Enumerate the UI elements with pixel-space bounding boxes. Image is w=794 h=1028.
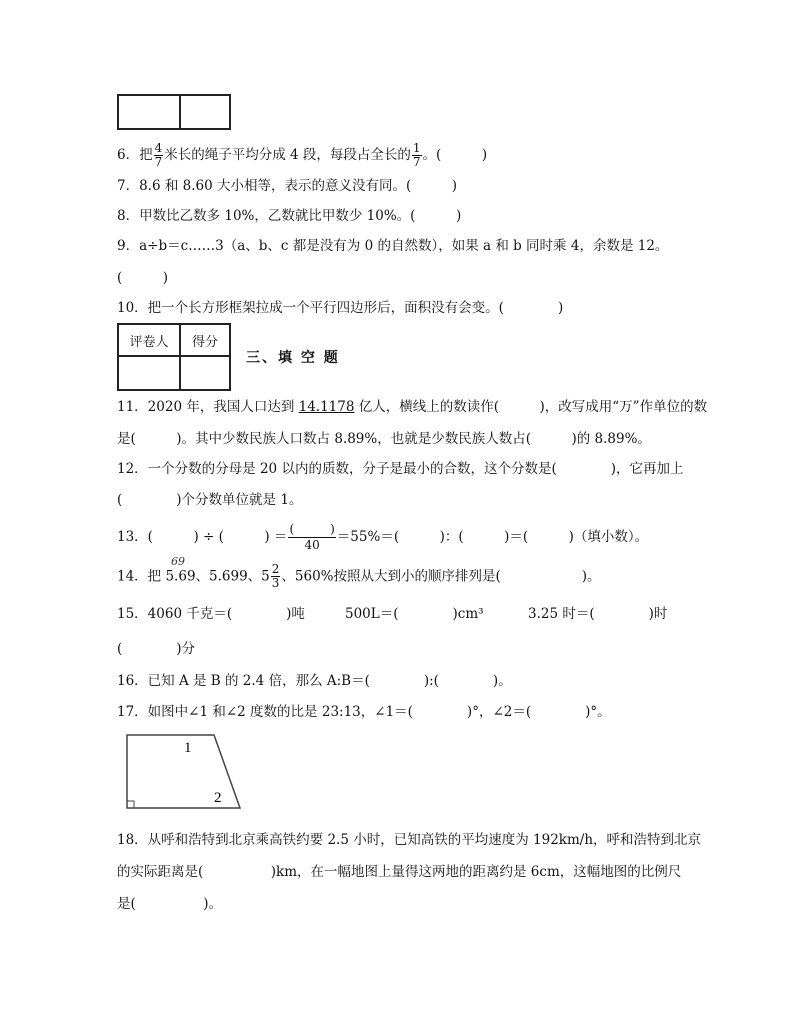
question-10: 10．把一个长方形框架拉成一个平行四边形后，面积没有会变。( ) xyxy=(117,300,564,316)
numerator: 4 xyxy=(154,141,163,155)
question-9-line1: 9．a÷b＝c……3（a、b、c 都是没有为 0 的自然数），如果 a 和 b 同时乘 4，余数是 12。 xyxy=(117,238,669,254)
question-6 xyxy=(117,142,487,169)
q6-text-b: 米长的绳子平均分成 4 段，每段占全长的 xyxy=(164,147,411,163)
question-9-line2: ( ) xyxy=(117,270,169,286)
q13-text-a: 13．( ) ÷ ( ) ＝ xyxy=(117,529,288,545)
q14-text-b: 、560%按照从大到小的顺序排列是( )。 xyxy=(281,568,601,585)
denominator: 3 xyxy=(271,576,280,590)
question-8: 8．甲数比乙数多 10%，乙数就比甲数少 10%。( ) xyxy=(117,208,462,224)
angle-1-label: 1 xyxy=(184,740,192,756)
reviewer-cell xyxy=(118,356,180,390)
answer-cell xyxy=(118,95,180,129)
score-label: 得分 xyxy=(180,324,230,356)
reviewer-label: 评卷人 xyxy=(118,324,180,356)
question-13 xyxy=(117,522,648,553)
q11-text-a: 11．2020 年，我国人口达到 xyxy=(117,399,299,415)
overlay-mark: 69 xyxy=(171,555,185,568)
question-15-line2: ( )分 xyxy=(117,641,196,657)
question-15-part2: 500L＝( )cm³ xyxy=(345,606,484,622)
question-18-line1: 18．从呼和浩特到北京乘高铁约要 2.5 小时，已知高铁的平均速度为 192km/h，呼和浩特到北京 xyxy=(117,832,702,848)
q14-text-a: 14．把 5.69、5.699、5 xyxy=(117,568,270,585)
underlined-number: 14.1178 xyxy=(298,399,355,415)
numerator: 2 xyxy=(271,562,280,576)
trapezoid-figure xyxy=(122,730,252,820)
question-11-line2: 是( )。其中少数民族人口数占 8.89%，也就是少数民族人数占( )的 8.89%。 xyxy=(117,431,651,447)
score-cell xyxy=(180,356,230,390)
answer-cell xyxy=(180,95,230,129)
question-18-line3: 是( )。 xyxy=(117,896,223,912)
numerator: 1 xyxy=(412,141,421,155)
section-heading: 三、填 空 题 xyxy=(246,350,340,366)
fraction xyxy=(288,522,335,553)
question-17: 17．如图中∠1 和∠2 度数的比是 23:13，∠1＝( )°，∠2＝( )°。 xyxy=(117,704,611,720)
q13-text-b: ＝55%＝( )：( )＝( )（填小数）。 xyxy=(336,529,649,545)
question-12-line2: ( )个分数单位就是 1。 xyxy=(117,492,303,508)
question-18-line2: 的实际距离是( )km，在一幅地图上量得这两地的距离约是 6cm，这幅地图的比例尺 xyxy=(117,864,682,880)
question-15-part3: 3.25 时＝( )时 xyxy=(528,606,668,622)
question-7: 7．8.6 和 8.60 大小相等，表示的意义没有同。( ) xyxy=(117,178,458,194)
denominator: 7 xyxy=(412,155,421,169)
fraction xyxy=(412,142,422,169)
fraction xyxy=(271,563,281,590)
fraction xyxy=(154,142,164,169)
q6-text-a: 6．把 xyxy=(117,147,153,163)
denominator: 40 xyxy=(304,538,320,552)
numerator: ( ) xyxy=(289,522,335,536)
question-12-line1: 12．一个分数的分母是 20 以内的质数，分子是最小的合数，这个分数是( )，它再加上 xyxy=(117,461,684,477)
answer-box-top xyxy=(117,94,231,130)
q11-text-b: 亿人，横线上的数读作( )，改写成用“万”作单位的数 xyxy=(354,399,708,415)
question-14 xyxy=(117,563,601,590)
question-15-part1: 15．4060 千克＝( )吨 xyxy=(117,606,305,622)
question-16: 16．已知 A 是 B 的 2.4 倍，那么 A:B＝( ):( )。 xyxy=(117,673,512,689)
angle-2-label: 2 xyxy=(214,790,222,806)
denominator: 7 xyxy=(154,155,163,169)
q6-text-c: 。( ) xyxy=(422,147,488,163)
question-11-line1 xyxy=(117,397,707,417)
score-box xyxy=(117,323,231,391)
